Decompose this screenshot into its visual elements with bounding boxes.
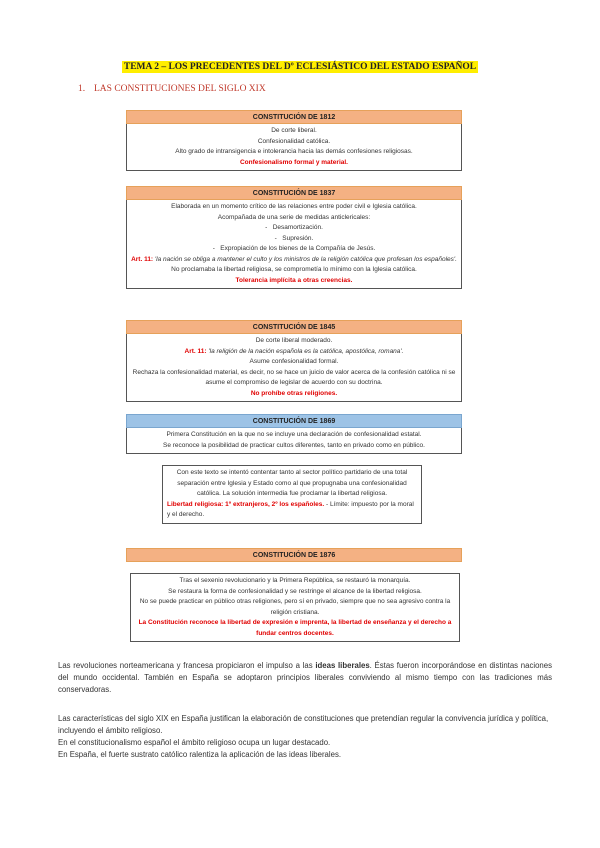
paragraph-liberal-ideas — [58, 660, 552, 696]
constitution-1837-header: CONSTITUCIÓN DE 1837 — [126, 186, 462, 200]
c1845-line-3: Rechaza la confesionalidad material, es decir, no se hace un juicio de valor acerca de la confesión católica ni se asume el compromiso de legislar de acuerdo con su doctrina. — [132, 368, 456, 386]
constitution-1845-box — [126, 320, 462, 402]
p1-before: Las revoluciones norteamericana y francesa propiciaron el impulso a las — [58, 661, 316, 670]
p2-line-3: En España, el fuerte sustrato católico ralentiza la aplicación de las ideas liberales. — [58, 750, 342, 759]
c1876-conclusion: La Constitución reconoce la libertad de expresión e imprenta, la libertad de enseñanza y el derecho a fundar centros docentes. — [138, 619, 452, 637]
c1812-line-3: Alto grado de intransigencia e intolerancia hacia las demás confesiones religiosas. — [175, 148, 413, 155]
c1812-line-1: De corte liberal. — [271, 127, 317, 134]
constitution-1876-header: CONSTITUCIÓN DE 1876 — [126, 548, 462, 562]
c1837-item-3: - Expropiación de los bienes de la Compañía de Jesús. — [212, 245, 376, 252]
constitution-1812-body — [126, 124, 462, 171]
c1837-item-2-text: Supresión. — [282, 234, 314, 242]
section-heading — [78, 84, 266, 94]
section-number: 1. — [78, 84, 86, 94]
c1837-line-1: Elaborada en un momento crítico de las relaciones entre poder civil e Iglesia católica. — [171, 203, 417, 210]
c1869-line-1: Primera Constitución en la que no se incluye una declaración de confesionalidad estatal. — [166, 431, 422, 438]
c1876-line-2: Se restaura la forma de confesionalidad y se restringe el alcance de la libertad religiosa. — [168, 587, 422, 595]
c1845-line-2: Asume confesionalidad formal. — [249, 358, 339, 365]
c1845-conclusion: No prohíbe otras religiones. — [250, 389, 338, 397]
c1869-freedom-limit: - Límite: impuesto por la moral y el derecho. — [167, 500, 414, 518]
c1869-freedom-label: Libertad religiosa: 1º extranjeros, 2º los españoles. — [167, 500, 325, 508]
constitution-1869-header: CONSTITUCIÓN DE 1869 — [126, 414, 462, 428]
section-label: LAS CONSTITUCIONES DEL SIGLO XIX — [94, 84, 266, 94]
c1837-item-1-text: Desamortización. — [272, 224, 323, 231]
constitution-1869-detail-box — [162, 465, 422, 524]
c1812-line-2: Confesionalidad católica. — [257, 137, 331, 145]
p1-after: . Éstas fueron incorporándose en distintas naciones del mundo occidental. También en España se adoptaron principios liberales conviviendo al mismo tiempo con las tradiciones más conservadoras. — [58, 661, 553, 694]
c1845-line-1: De corte liberal moderado. — [255, 337, 333, 344]
document-title: TEMA 2 – LOS PRECEDENTES DEL Dº ECLESIÁSTICO DEL ESTADO ESPAÑOL — [123, 62, 477, 72]
c1837-line-2: Acompañada de una serie de medidas anticlericales: — [217, 213, 371, 221]
title-wrap — [0, 56, 600, 74]
c1869-detail-text: Con este texto se intentó contentar tanto al sector político partidario de una total separación entre Iglesia y Estado como al que propugnaba una confesionalidad católica. La solución intermedia fue proclamar la libertad religiosa. — [176, 469, 408, 497]
c1837-article-label: Art. 11: — [131, 255, 154, 263]
constitution-1837-body — [126, 200, 462, 289]
c1837-item-3-text: Expropiación de los bienes de la Compañía de Jesús. — [220, 245, 376, 252]
p2-line-1: Las características del siglo XIX en España justifican la elaboración de constituciones que pretendían regular la convivencia jurídica y política, incluyendo el ámbito religioso. — [58, 714, 549, 735]
constitution-1869-body — [126, 428, 462, 454]
p1-bold: ideas liberales — [315, 661, 370, 670]
c1837-item-1: - Desamortización. — [265, 224, 323, 231]
constitution-1812-box — [126, 110, 462, 171]
c1869-line-2: Se reconoce la posibilidad de practicar cultos diferentes, tanto en privado como en público. — [163, 441, 425, 449]
constitution-1869-box — [126, 414, 462, 454]
constitution-1845-body — [126, 334, 462, 402]
c1845-article-label: Art. 11: — [184, 347, 207, 355]
c1812-conclusion: Confesionalismo formal y material. — [239, 158, 348, 166]
c1837-item-2: - Supresión. — [274, 234, 314, 242]
c1876-line-1: Tras el sexenio revolucionario y la Primera República, se restauró la monarquía. — [179, 577, 411, 584]
p2-line-2: En el constitucionalismo español el ámbito religioso ocupa un lugar destacado. — [58, 738, 331, 747]
constitution-1812-header: CONSTITUCIÓN DE 1812 — [126, 110, 462, 124]
c1837-line-3: No proclamaba la libertad religiosa, se comprometía lo mínimo con la Iglesia católica. — [171, 266, 417, 273]
c1837-conclusion: Tolerancia implícita a otras creencias. — [235, 276, 353, 284]
c1837-article — [131, 255, 457, 266]
c1845-article — [131, 347, 457, 358]
c1876-line-3: No se puede practicar en público otras religiones, pero sí en privado, siempre que no sea agresivo contra la religión cristiana. — [139, 598, 451, 616]
c1837-article-text: 'la nación se obliga a mantener el culto y los ministros de la religión católica que profesan los españoles'. — [154, 255, 457, 263]
constitution-1876-body — [130, 573, 460, 642]
c1845-article-text: 'la religión de la nación española es la católica, apostólica, romana'. — [208, 347, 404, 355]
c1869-detail-freedom — [167, 500, 417, 521]
constitution-1876-box — [126, 548, 462, 562]
constitution-1845-header: CONSTITUCIÓN DE 1845 — [126, 320, 462, 334]
constitution-1837-box — [126, 186, 462, 289]
paragraph-characteristics — [58, 713, 552, 761]
paragraph-1 — [58, 660, 552, 696]
